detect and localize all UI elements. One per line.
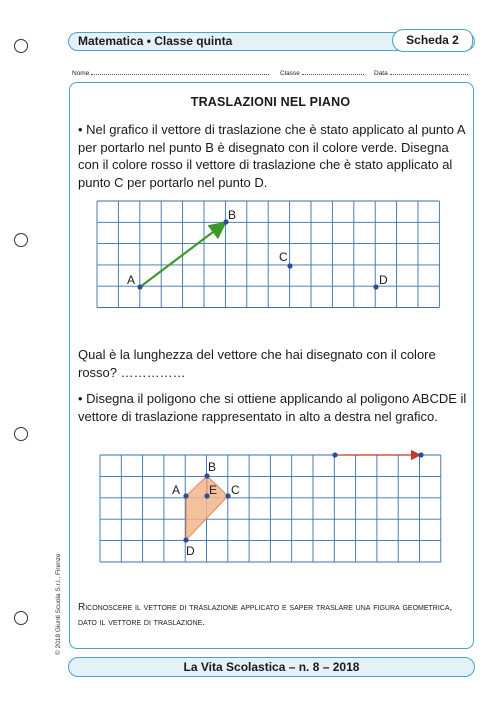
poly-b-label: B bbox=[208, 460, 217, 474]
poly-a-label: A bbox=[172, 483, 181, 497]
poly-d-dot bbox=[183, 537, 188, 542]
worksheet-title: TRASLAZIONI NEL PIANO bbox=[190, 95, 351, 109]
point-c-dot bbox=[287, 263, 292, 268]
poly-c-dot bbox=[225, 493, 230, 498]
grid-2 bbox=[100, 455, 441, 562]
subject-title: Matematica • Classe quinta bbox=[78, 34, 233, 48]
point-d-dot bbox=[373, 284, 378, 289]
red-vector-end-dot bbox=[418, 452, 423, 457]
exercise2-text: • Disegna il poligono che si ottiene applicando al poligono ABCDE il vettore di traslazione rappresentato in alto a destra nel grafico. bbox=[78, 391, 467, 424]
exercise1-text: • Nel grafico il vettore di traslazione che è stato applicato al punto A per portarlo nel punto B è disegnato con il colore verde. Disegna con il colore rosso il vettore di traslazione che è stato applicato al punto C per portarlo nel punto D. bbox=[78, 122, 465, 190]
poly-c-label: C bbox=[231, 483, 240, 497]
class-label: Classe bbox=[280, 70, 300, 77]
point-a-label: A bbox=[127, 273, 136, 287]
learning-objective: Riconoscere il vettore di traslazione applicato e saper traslare una figura geometrica, dato il vettore di traslazione. bbox=[78, 602, 453, 628]
date-label: Data bbox=[374, 70, 388, 77]
point-d-label: D bbox=[379, 273, 388, 287]
poly-d-label: D bbox=[186, 544, 195, 558]
copyright-text: © 2018 Giunti Scuola S.r.l., Firenze bbox=[55, 553, 62, 655]
poly-b-dot bbox=[204, 473, 209, 478]
poly-a-dot bbox=[183, 493, 188, 498]
point-a-dot bbox=[137, 284, 142, 289]
name-label: Nome bbox=[72, 70, 90, 77]
red-vector-start-dot bbox=[332, 452, 337, 457]
point-c-label: C bbox=[279, 250, 288, 264]
question-text: Qual è la lunghezza del vettore che hai disegnato con il colore rosso? …………… bbox=[78, 347, 436, 380]
point-b-label: B bbox=[228, 208, 237, 222]
grid-1 bbox=[97, 201, 439, 308]
footer-text: La Vita Scolastica – n. 8 – 2018 bbox=[183, 660, 360, 674]
sheet-label: Scheda 2 bbox=[406, 33, 459, 47]
poly-e-label: E bbox=[209, 483, 218, 497]
